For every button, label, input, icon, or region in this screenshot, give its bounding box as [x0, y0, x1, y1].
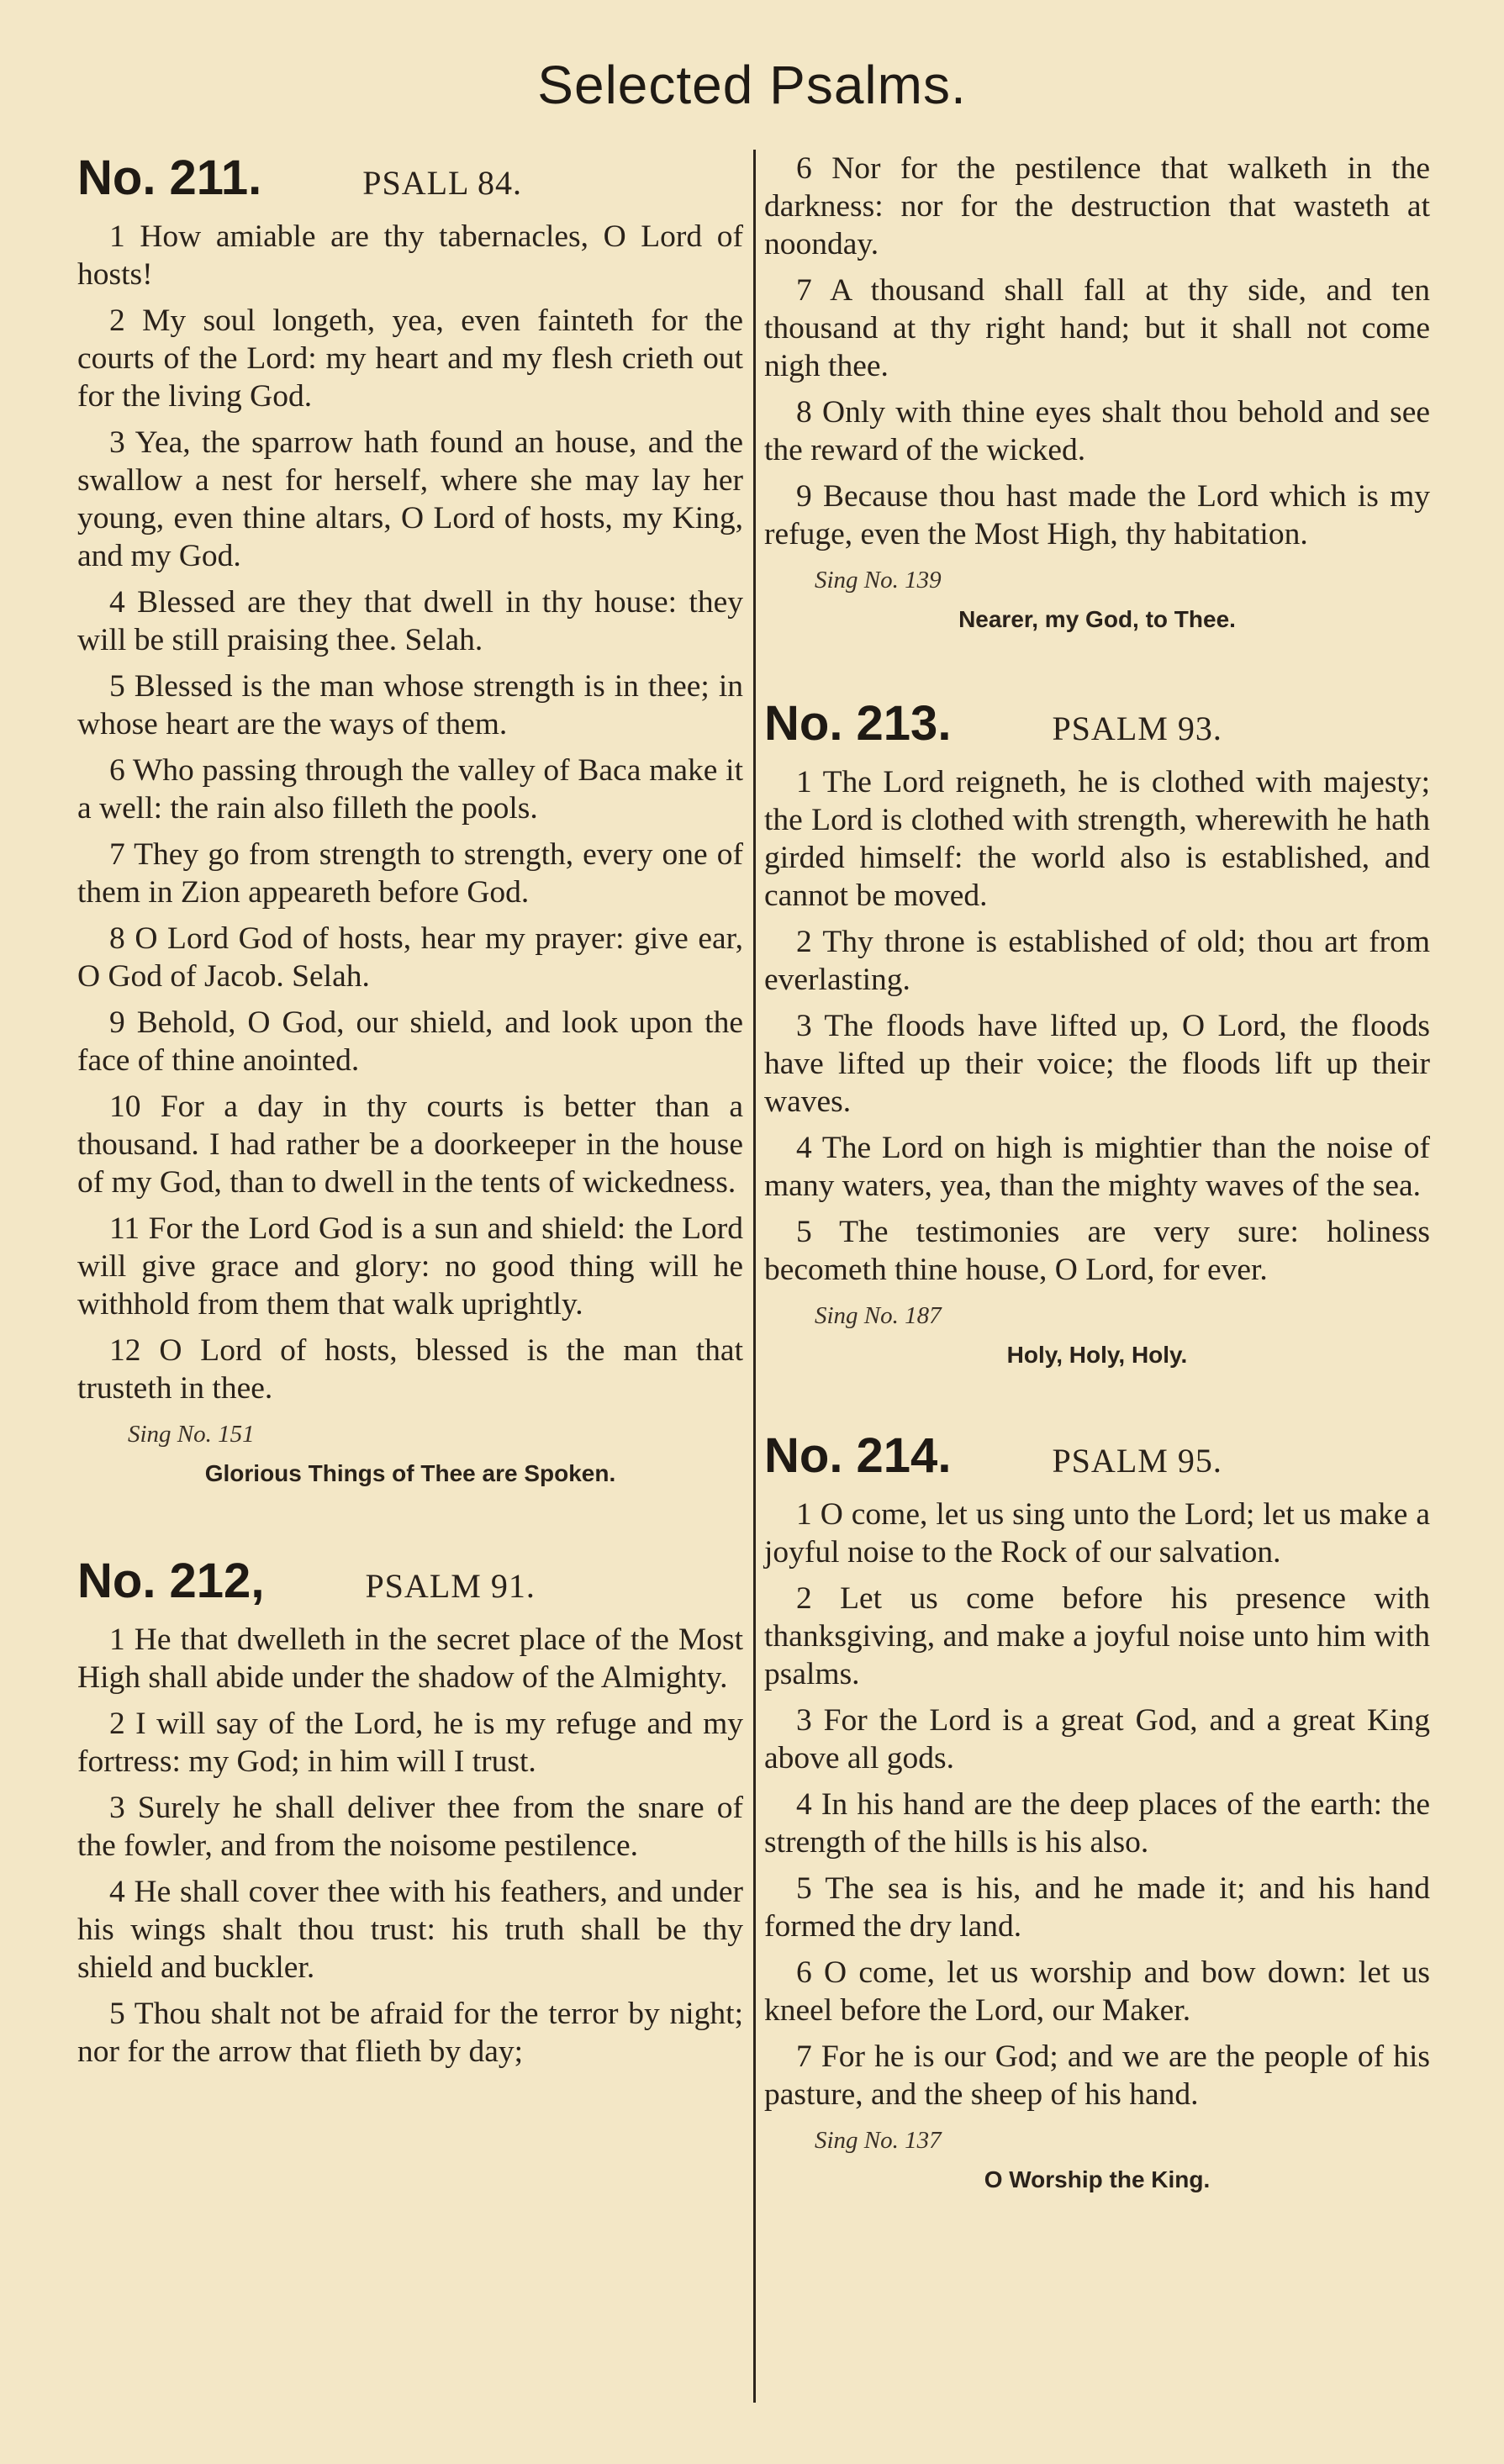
psalm-title: PSALM 93. — [1052, 710, 1222, 747]
verse: 7 For he is our God; and we are the people of his pasture, and the sheep of his hand. — [764, 2039, 1430, 2112]
psalm-number: No. 213. — [764, 696, 952, 751]
column-divider — [753, 150, 756, 2403]
verse: 4 In his hand are the deep places of the earth: the strength of the hills is his also. — [764, 1787, 1430, 1860]
verse: 7 A thousand shall fall at thy side, and ten thousand at thy right hand; but it shall not come nigh thee. — [764, 273, 1430, 383]
verse: 3 The floods have lifted up, O Lord, the floods have lifted up their voice; the floods lift up their waves. — [764, 1009, 1430, 1119]
verse: 4 He shall cover thee with his feathers, and under his wings shalt thou trust: his truth shall be thy shield and buckler. — [77, 1875, 743, 1985]
verse: 3 Surely he shall deliver thee from the snare of the fowler, and from the noisome pestilence. — [77, 1791, 743, 1863]
verse: 3 For the Lord is a great God, and a great King above all gods. — [764, 1703, 1430, 1775]
psalm-number: No. 212, — [77, 1554, 265, 1608]
verse: 5 The sea is his, and he made it; and his hand formed the dry land. — [764, 1871, 1430, 1944]
psalm-title: PSALM 95. — [1052, 1442, 1222, 1480]
psalm-title: PSALL 84. — [362, 164, 522, 202]
verse: 12 O Lord of hosts, blessed is the man that trusteth in thee. — [77, 1333, 743, 1406]
psalm-heading — [77, 150, 743, 206]
verse: 1 O come, let us sing unto the Lord; let us make a joyful noise to the Rock of our salvation. — [764, 1497, 1430, 1570]
psalm-number: No. 214. — [764, 1428, 952, 1483]
verse: 2 My soul longeth, yea, even fainteth for the courts of the Lord: my heart and my flesh crieth out for the living God. — [77, 303, 743, 414]
verse: 5 Thou shalt not be afraid for the terror by night; nor for the arrow that flieth by day; — [77, 1997, 743, 2069]
hymn-title: Holy, Holy, Holy. — [1006, 1342, 1188, 1368]
left-column — [77, 150, 743, 2121]
verse: 3 Yea, the sparrow hath found an house, and the swallow a nest for herself, where she may lay her young, even thine altars, O Lord of hosts, my King, and my God. — [77, 425, 743, 573]
verse: 5 The testimonies are very sure: holiness becometh thine house, O Lord, for ever. — [764, 1215, 1430, 1287]
sing-reference: Sing No. 151 — [128, 1421, 255, 1448]
psalm-213 — [764, 695, 1430, 1369]
sing-reference: Sing No. 137 — [815, 2127, 942, 2154]
hymn-title: Glorious Things of Thee are Spoken. — [204, 1460, 616, 1486]
verse: 7 They go from strength to strength, every one of them in Zion appeareth before God. — [77, 837, 743, 910]
verse: 2 Thy throne is established of old; thou art from everlasting. — [764, 925, 1430, 997]
verse: 8 O Lord God of hosts, hear my prayer: give ear, O God of Jacob. Selah. — [77, 921, 743, 994]
verse: 6 O come, let us worship and bow down: let us kneel before the Lord, our Maker. — [764, 1955, 1430, 2028]
psalm-heading — [764, 695, 1430, 752]
psalm-title: PSALM 91. — [365, 1567, 536, 1605]
page-title: Selected Psalms. — [537, 55, 967, 115]
verse: 2 Let us come before his presence with thanksgiving, and make a joyful noise unto him with psalms. — [764, 1581, 1430, 1691]
psalm-211 — [77, 150, 743, 1487]
verse: 1 The Lord reigneth, he is clothed with majesty; the Lord is clothed with strength, wherewith he hath girded himself: the world also is established, and cannot be moved. — [764, 765, 1430, 913]
verse: 5 Blessed is the man whose strength is in thee; in whose heart are the ways of them. — [77, 669, 743, 741]
verse: 11 For the Lord God is a sun and shield: the Lord will give grace and glory: no good thing will he withhold from them that walk uprightly. — [77, 1211, 743, 1322]
verse: 1 How amiable are thy tabernacles, O Lord of hosts! — [77, 219, 743, 292]
psalm-212-continued — [764, 150, 1430, 633]
psalm-heading — [764, 1427, 1430, 1484]
right-column — [764, 150, 1430, 2244]
verse: 9 Behold, O God, our shield, and look upon the face of thine anointed. — [77, 1005, 743, 1078]
hymn-title: O Worship the King. — [984, 2166, 1211, 2192]
verse: 9 Because thou hast made the Lord which is my refuge, even the Most High, thy habitation. — [764, 479, 1430, 551]
verse: 8 Only with thine eyes shalt thou behold and see the reward of the wicked. — [764, 395, 1430, 467]
verse: 6 Who passing through the valley of Baca make it a well: the rain also filleth the pools. — [77, 753, 743, 826]
verse: 6 Nor for the pestilence that walketh in the darkness: nor for the destruction that wasteth at noonday. — [764, 151, 1430, 261]
sing-reference: Sing No. 139 — [815, 567, 942, 594]
psalm-212 — [77, 1553, 743, 2071]
verse: 1 He that dwelleth in the secret place of the Most High shall abide under the shadow of the Almighty. — [77, 1622, 743, 1695]
psalm-heading — [77, 1553, 743, 1609]
psalm-number: No. 211. — [77, 150, 262, 205]
verse: 10 For a day in thy courts is better than a thousand. I had rather be a doorkeeper in the house of my God, than to dwell in the tents of wickedness. — [77, 1090, 743, 1200]
verse: 4 Blessed are they that dwell in thy house: they will be still praising thee. Selah. — [77, 585, 743, 657]
verse: 4 The Lord on high is mightier than the noise of many waters, yea, than the mighty waves of the sea. — [764, 1131, 1430, 1203]
psalm-214 — [764, 1427, 1430, 2193]
verse: 2 I will say of the Lord, he is my refuge and my fortress: my God; in him will I trust. — [77, 1707, 743, 1779]
sing-reference: Sing No. 187 — [815, 1302, 942, 1329]
hymn-title: Nearer, my God, to Thee. — [958, 606, 1236, 632]
